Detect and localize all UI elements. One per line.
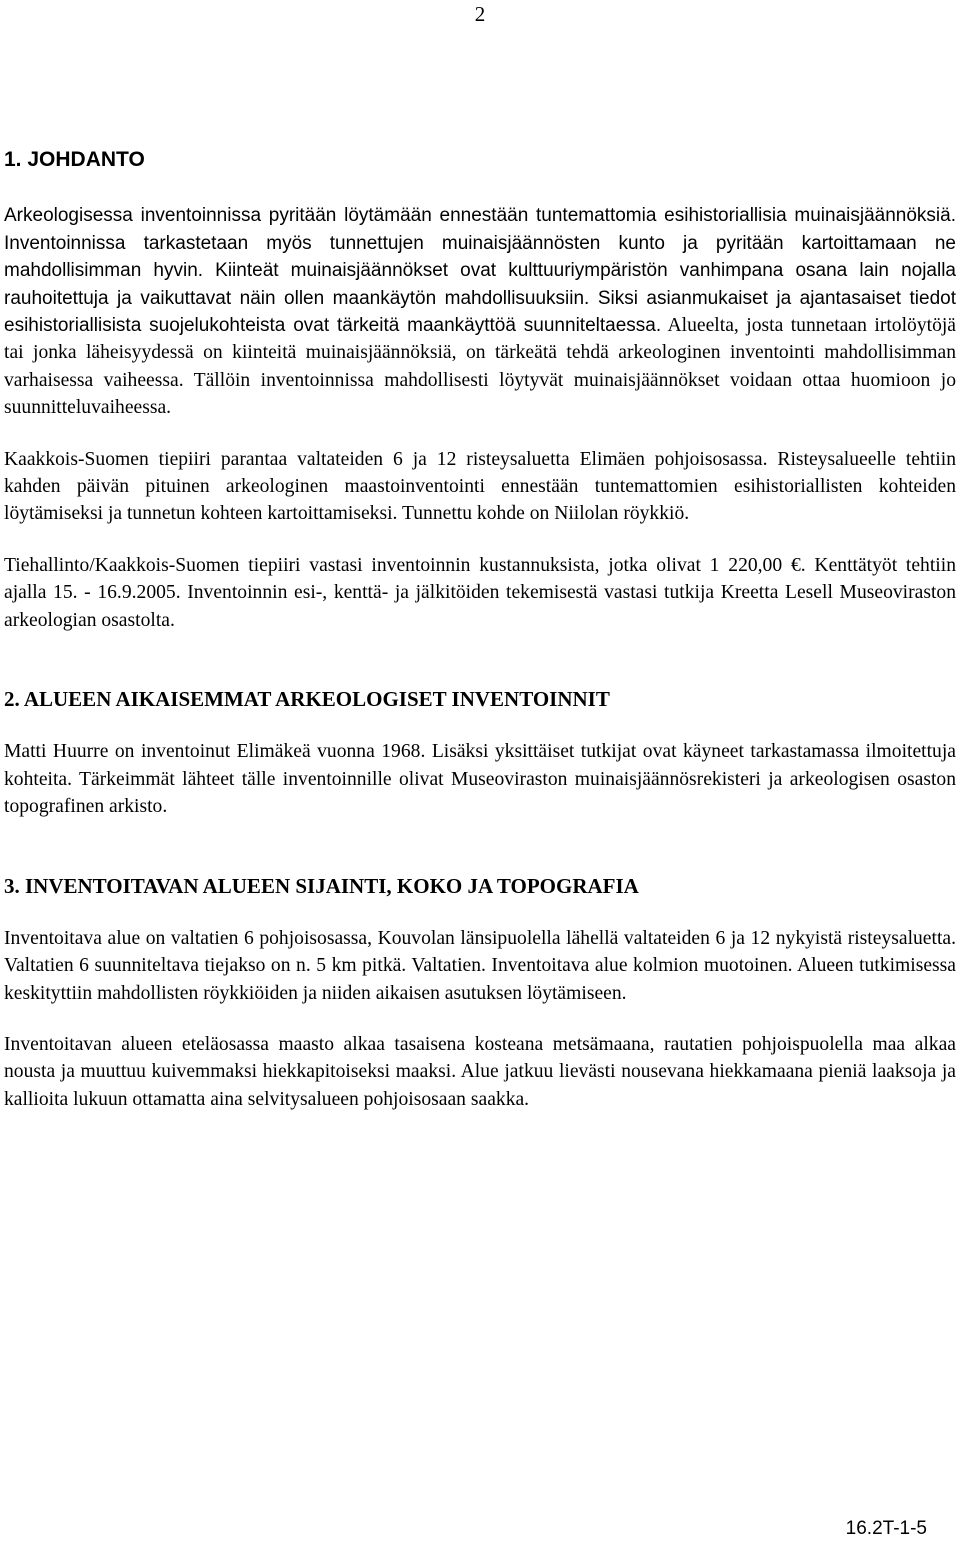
page-number: 2 (474, 2, 486, 26)
paragraph-intro-sans: Arkeologisessa inventoinnissa pyritään löytämään ennestään tuntemattomia esihistoriallisia muinaisjäännöksiä. Inventoinnissa tarkastetaan myös tunnettujen muinaisjäännösten kunto ja pyritään kartoittamaan ne mahdollisimman hyvin. Kiinteät muinaisjäännökset ovat kulttuuriympäristön vanhimpana osana lain nojalla rauhoitettuja ja vaikuttavat näin ollen maankäytön mahdollisuuksiin. Siksi asianmukaiset ja ajantasaiset tiedot esihistoriallisista suojelukohteista ovat tärkeitä maankäyttöä suunniteltaessa. (4, 205, 956, 336)
paragraph-topography: Inventoitavan alueen eteläosassa maasto alkaa tasaisena kosteana metsämaana, rautatien pohjoispuolella maa alkaa nousta ja muuttuu kuivemmaksi hiekkapitoiseksi maaksi. Alue jatkuu lievästi nousevana hiekkamaana pieniä laaksoja ja kallioita lukuun ottamatta aina selvitysalueen pohjoisosaan saakka. (4, 1034, 956, 1110)
paragraph-previous-inventories: Matti Huurre on inventoinut Elimäkeä vuonna 1968. Lisäksi yksittäiset tutkijat ovat käyneet tarkastamassa ilmoitettuja kohteita. Tärkeimmät lähteet tälle inventoinnille olivat Museoviraston muinaisjäännösrekisteri ja arkeologisen osaston topografinen arkisto. (4, 741, 956, 818)
paragraph-location: Inventoitava alue on valtatien 6 pohjoisosassa, Kouvolan länsipuolella lähellä valtateiden 6 ja 12 nykyistä risteysaluetta. Valtatien 6 suunniteltava tiejakso on n. 5 km pitkä. Valtatien. Inventoitava alue kolmion muotoinen. Alueen tutkimisessa keskityttiin mahdollisten röykkiöiden ja niiden aikaisen asutuksen löytämiseen. (4, 927, 956, 1004)
document-body (4, 146, 956, 1113)
paragraph-funding: Tiehallinto/Kaakkois-Suomen tiepiiri vastasi inventoinnin kustannuksista, jotka olivat 1 220,00 €. Kenttätyöt tehtiin ajalla 15. - 16.9.2005. Inventoinnin esi-, kenttä- ja jälkitöiden tekemisestä vastasi tutkija Kreetta Lesell Museoviraston arkeologian osastolta. (4, 554, 956, 631)
footer-code: 16.2T-1-5 (845, 1518, 927, 1539)
section-heading-johdanto: 1. JOHDANTO (4, 148, 145, 171)
section-heading-location: 3. INVENTOITAVAN ALUEEN SIJAINTI, KOKO JA TOPOGRAFIA (4, 873, 639, 898)
paragraph-project: Kaakkois-Suomen tiepiiri parantaa valtateiden 6 ja 12 risteysaluetta Elimäen pohjoisosassa. Risteysalueelle tehtiin kahden päivän pituinen arkeologinen maastoinventointi ennestään tuntemattomien esihistoriallisten kohteiden löytämiseksi ja tunnetun kohteen kartoittamiseksi. Tunnettu kohde on Niilolan röykkiö. (4, 448, 956, 525)
paragraph-intro (4, 202, 956, 421)
paragraph-intro-serif: Alueelta, josta tunnetaan irtolöytöjä tai jonka läheisyydessä on kiinteitä muinaisjäännöksiä, on tärkeätä tehdä arkeologinen inventointi mahdollisimman varhaisessa vaiheessa. Tällöin inventoinnissa mahdollisesti löytyvät muinaisjäännökset voidaan ottaa huomioon jo suunnitteluvaiheessa. (4, 314, 957, 419)
section-heading-previous-inventories: 2. ALUEEN AIKAISEMMAT ARKEOLOGISET INVENTOINNIT (4, 686, 610, 711)
